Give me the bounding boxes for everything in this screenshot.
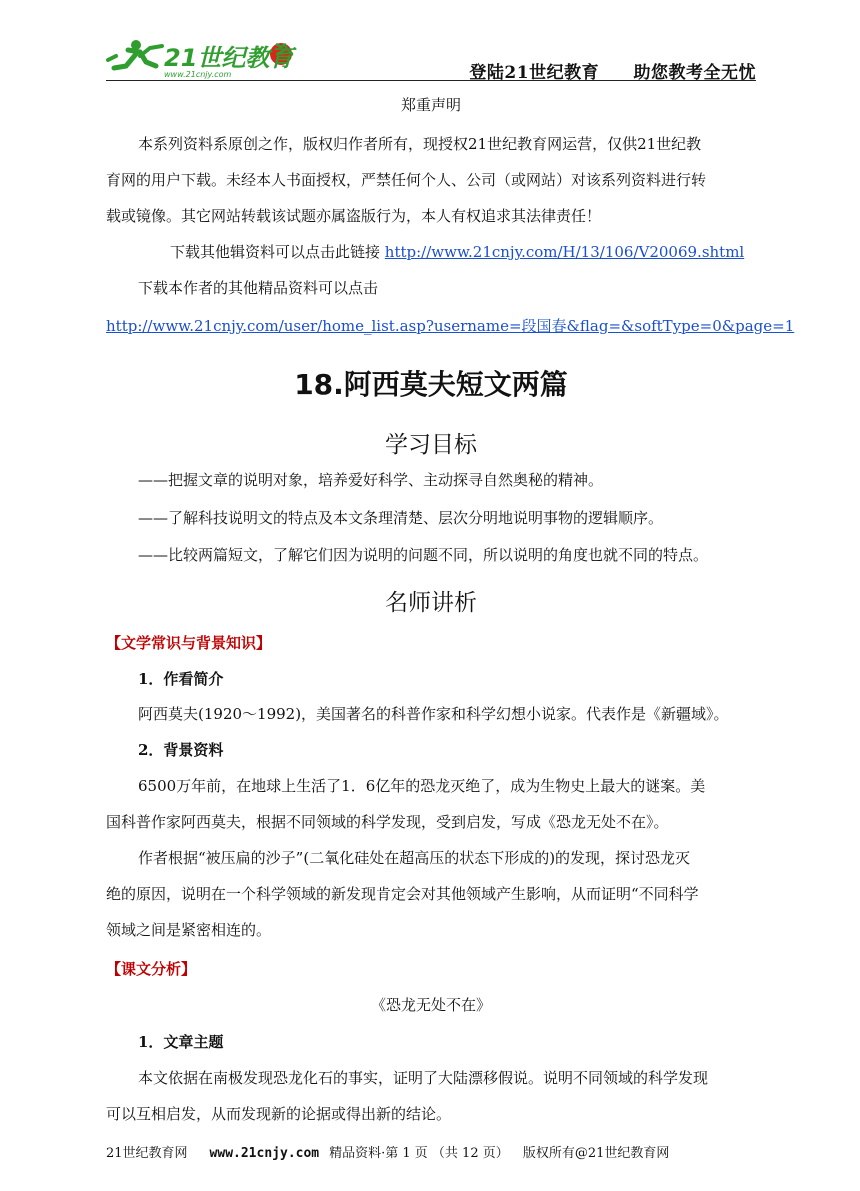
- runner-icon: [108, 40, 162, 68]
- svg-text:www.21cnjy.com: www.21cnjy.com: [164, 70, 232, 79]
- header-divider: [106, 80, 756, 81]
- text-title: 《恐龙无处不在》: [370, 996, 491, 1014]
- slogan-right: 助您教考全无忧: [633, 63, 756, 83]
- footer-left: 21世纪教育网: [106, 1146, 188, 1161]
- section-label: 【文学常识与背景知识】: [106, 634, 272, 652]
- goal-item: ——把握文章的说明对象，培养爱好科学、主动探寻自然奥秘的精神。: [138, 471, 604, 489]
- site-logo: [106, 36, 306, 80]
- notice-line: 载或镜像。其它网站转载该试题亦属盗版行为，本人有权追求其法律责任！: [106, 207, 602, 225]
- goal-item: ——比较两篇短文，了解它们因为说明的问题不同，所以说明的角度也就不同的特点。: [138, 546, 709, 564]
- slogan-left: 登陆21世纪教育: [469, 63, 600, 83]
- page-header: [106, 34, 756, 82]
- item-label: 1．文章主题: [138, 1033, 224, 1051]
- item-label: 2．背景资料: [138, 741, 224, 759]
- author-link[interactable]: http://www.21cnjy.com/user/home_list.asp?username=段国春&flag=&softType=0&page=1: [106, 317, 795, 335]
- paragraph: 作者根据“被压扁的沙子”(二氧化硅处在超高压的状态下形成的)的发现，探讨恐龙灭: [138, 849, 691, 867]
- footer-copyright: 版权所有@21世纪教育网: [522, 1146, 670, 1161]
- download-line: [170, 242, 820, 262]
- goals-heading: 学习目标: [385, 432, 477, 458]
- paragraph: 国科普作家阿西莫夫，根据不同领域的科学发现，受到启发，写成《恐龙无处不在》。: [106, 813, 669, 831]
- author-link-line: [106, 316, 795, 336]
- author-line: 下载本作者的其他精品资料可以点击: [138, 279, 379, 297]
- download-prefix: 下载其他辑资料可以点击此链接: [170, 243, 381, 261]
- notice-title: 郑重声明: [400, 96, 461, 114]
- goal-item: ——了解科技说明文的特点及本文条理清楚、层次分明地说明事物的逻辑顺序。: [138, 509, 664, 527]
- analysis-heading: 名师讲析: [385, 590, 477, 616]
- notice-line: 育网的用户下载。未经本人书面授权，严禁任何个人、公司（或网站）对该系列资料进行转: [106, 171, 707, 189]
- download-link[interactable]: http://www.21cnjy.com/H/13/106/V20069.shtml: [384, 243, 745, 261]
- page-footer: [106, 1142, 756, 1161]
- notice-line: 本系列资料系原创之作，版权归作者所有，现授权21世纪教育网运营，仅供21世纪教: [138, 135, 702, 153]
- svg-text:21世纪教育: 21世纪教育: [164, 44, 294, 72]
- item-label: 1．作看简介: [138, 670, 224, 688]
- footer-site: www.21cnjy.com: [209, 1146, 320, 1161]
- paragraph: 绝的原因，说明在一个科学领域的新发现肯定会对其他领域产生影响，从而证明“不同科学: [106, 885, 699, 903]
- paragraph: 可以互相启发，从而发现新的论据或得出新的结论。: [106, 1105, 452, 1123]
- section-label: 【课文分析】: [106, 960, 197, 978]
- paragraph: 阿西莫夫(1920～1992)，美国著名的科普作家和科学幻想小说家。代表作是《新疆域》。: [138, 705, 729, 723]
- paragraph: 本文依据在南极发现恐龙化石的事实，证明了大陆漂移假说。说明不同领域的科学发现: [138, 1069, 709, 1087]
- paragraph: 6500万年前，在地球上生活了1．6亿年的恐龙灭绝了，成为生物史上最大的谜案。美: [138, 777, 706, 795]
- paragraph: 领域之间是紧密相连的。: [106, 921, 272, 939]
- lesson-title: 18.阿西莫夫短文两篇: [294, 368, 568, 401]
- footer-page-info: 精品资料·第 1 页 （共 12 页）: [329, 1146, 509, 1161]
